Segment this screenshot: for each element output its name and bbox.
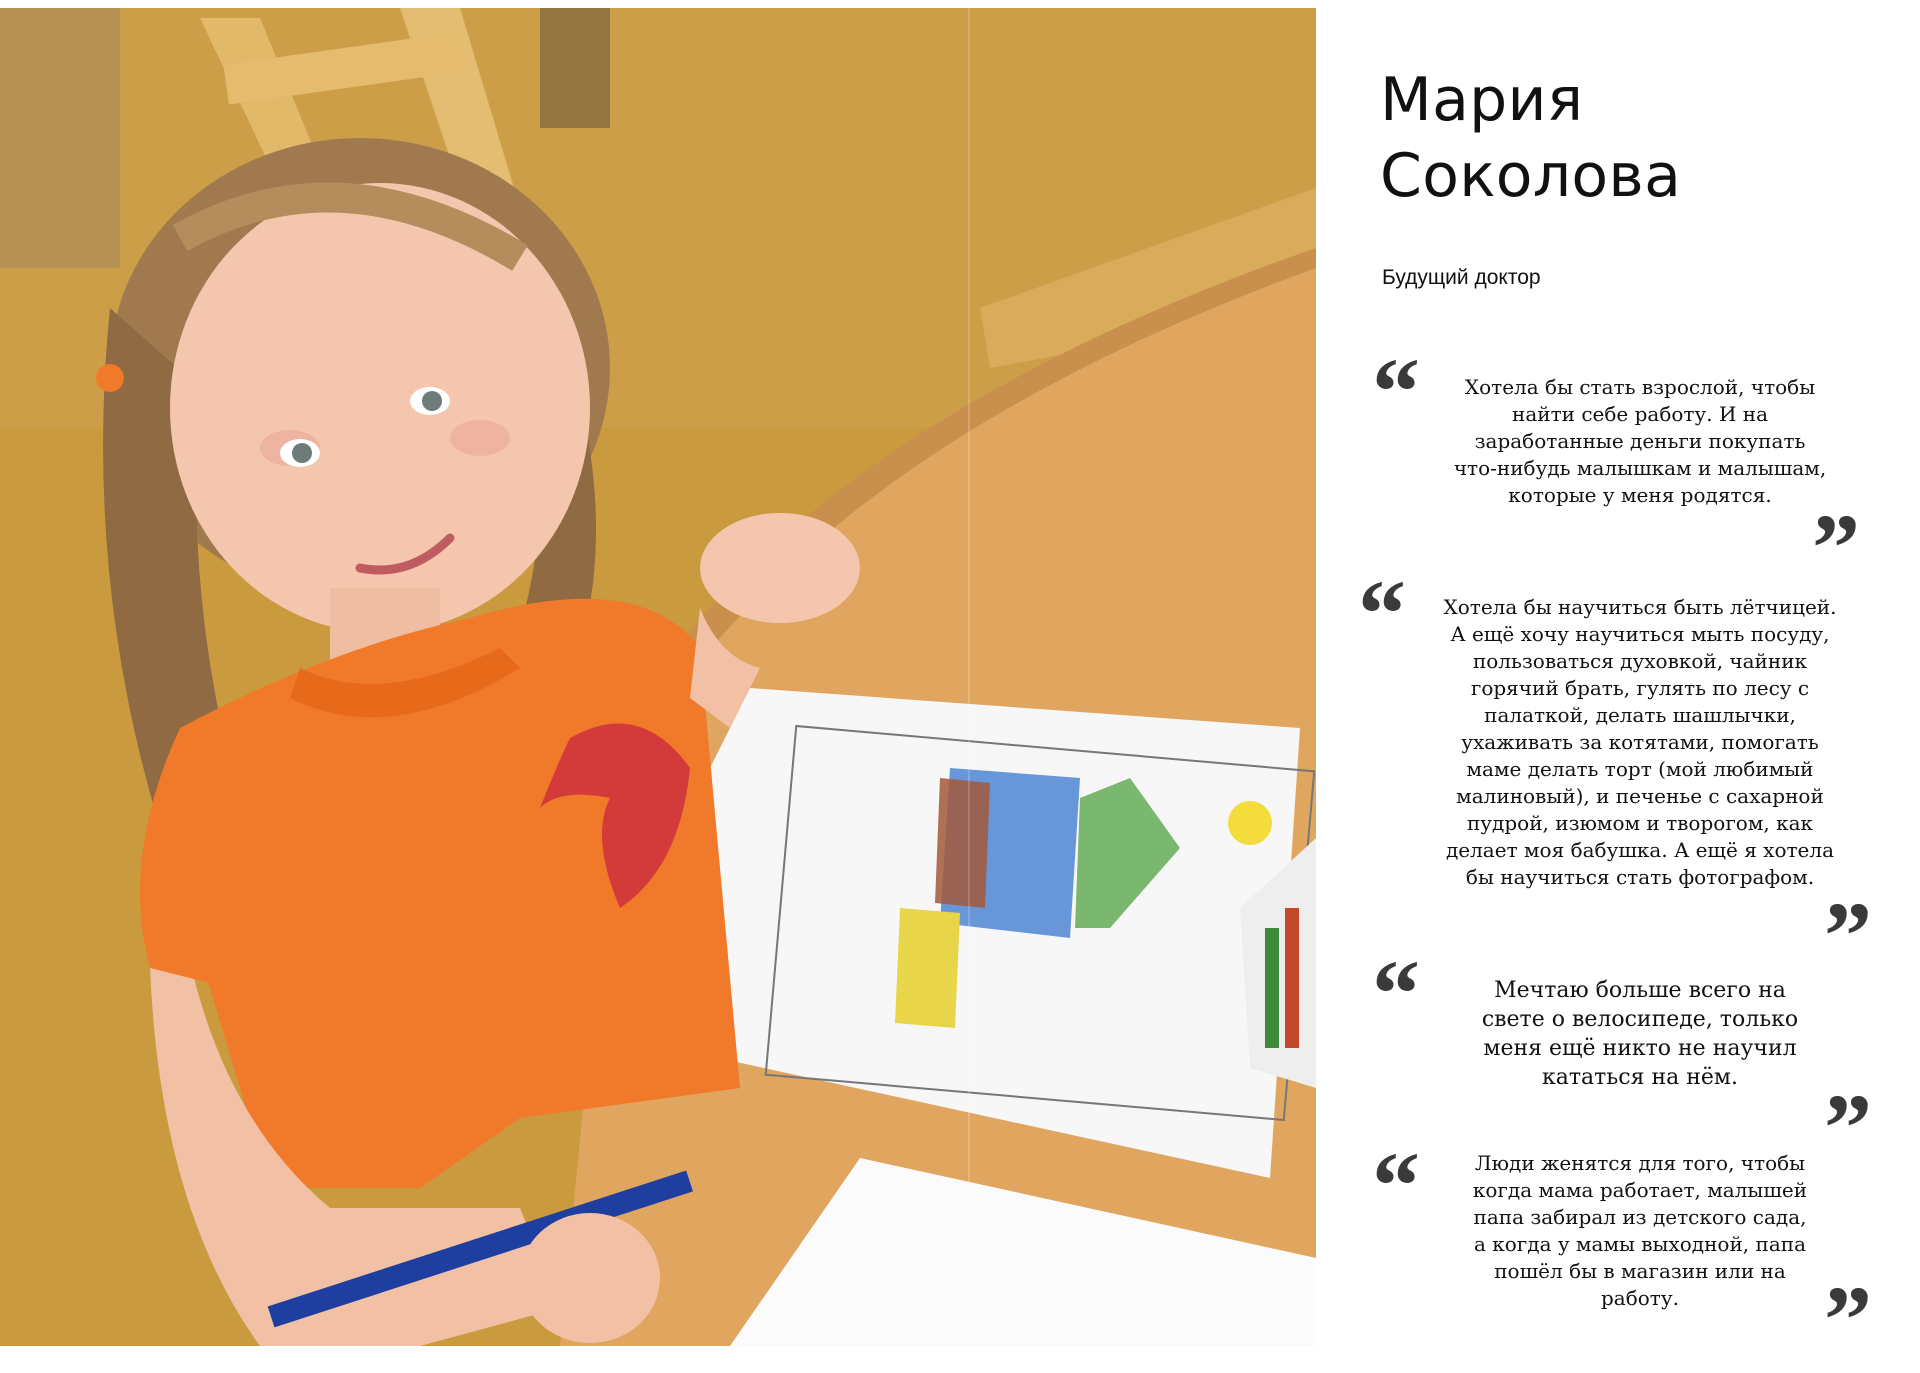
quote-line: заработанные деньги покупать (1474, 429, 1806, 453)
open-quote-icon: “ (1372, 940, 1420, 1047)
name-last: Соколова (1380, 141, 1682, 211)
subtitle: Будущий доктор (1382, 266, 1541, 289)
quote-line: папа забирал из детского сада, (1473, 1205, 1807, 1229)
quote-line: малиновый), и печенье с сахарной (1456, 784, 1824, 808)
quote-line: кататься на нём. (1541, 1065, 1739, 1090)
quote-1 (1440, 374, 1840, 509)
quote-4 (1440, 1150, 1840, 1312)
quote-line: маме делать торт (мой любимый (1466, 757, 1814, 781)
quote-line: Люди женятся для того, чтобы (1474, 1151, 1806, 1175)
child-photo (0, 8, 1316, 1346)
page-fold (968, 8, 970, 1346)
child-name (1380, 62, 1860, 214)
quote-line: бы научиться стать фотографом. (1465, 865, 1815, 889)
quote-3 (1440, 976, 1840, 1092)
quote-line: а когда у мамы выходной, папа (1473, 1232, 1807, 1256)
close-quote-icon: ” (1824, 1266, 1872, 1373)
quote-line: горячий брать, гулять по лесу с (1470, 676, 1810, 700)
open-quote-icon: “ (1372, 1132, 1420, 1239)
quote-line: найти себе работу. И на (1511, 402, 1768, 426)
close-quote-icon: ” (1812, 494, 1860, 601)
close-quote-icon: ” (1824, 1074, 1872, 1181)
quote-line: свете о велосипеде, только (1481, 1007, 1799, 1032)
quote-line: А ещё хочу научиться мыть посуду, (1450, 622, 1830, 646)
name-first: Мария (1380, 65, 1584, 135)
quote-line: Хотела бы стать взрослой, чтобы (1464, 375, 1816, 399)
quote-line: делает моя бабушка. А ещё я хотела (1445, 838, 1835, 862)
quote-2 (1420, 594, 1860, 891)
open-quote-icon: “ (1372, 338, 1420, 445)
quote-line: Хотела бы научиться быть лётчицей. (1443, 595, 1837, 619)
quote-line: ухаживать за котятами, помогать (1461, 730, 1819, 754)
quote-line: пудрой, изюмом и творогом, как (1466, 811, 1814, 835)
quote-line: что-нибудь малышкам и малышам, (1453, 456, 1827, 480)
quote-line: Мечтаю больше всего на (1494, 978, 1786, 1003)
child-drawing-illustration (0, 8, 1316, 1346)
close-quote-icon: ” (1824, 882, 1872, 989)
quote-line: пользоваться духовкой, чайник (1472, 649, 1808, 673)
open-quote-icon: “ (1358, 560, 1406, 667)
quote-line: пошёл бы в магазин или на (1494, 1259, 1786, 1283)
quote-line: работу. (1601, 1286, 1679, 1310)
quote-line: когда мама работает, малышей (1472, 1178, 1808, 1202)
quote-line: меня ещё никто не научил (1483, 1036, 1797, 1061)
quote-line: которые у меня родятся. (1508, 483, 1772, 507)
quote-line: палаткой, делать шашлычки, (1484, 703, 1796, 727)
